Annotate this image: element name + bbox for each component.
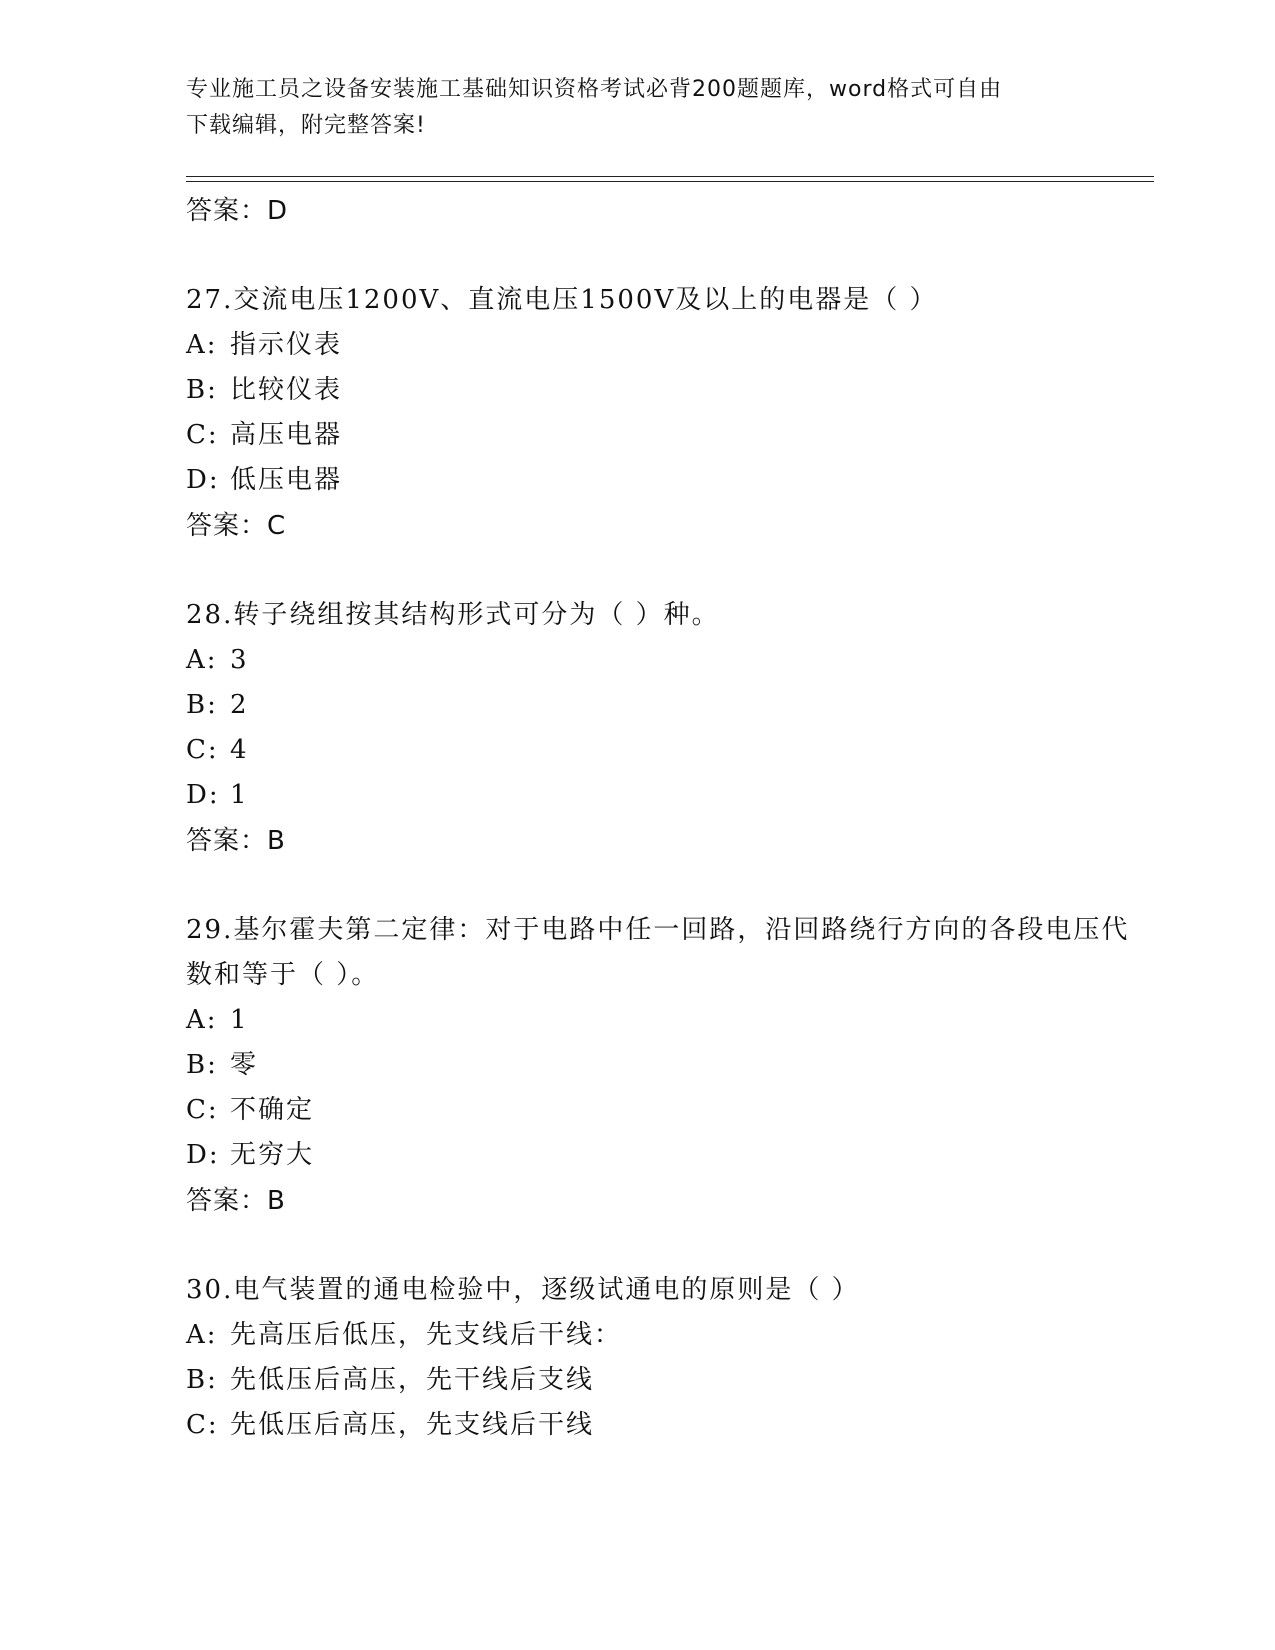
option-text: 2 bbox=[230, 690, 249, 720]
option-text: 低压电器 bbox=[230, 465, 343, 495]
header-line-1: 专业施工员之设备安装施工基础知识资格考试必背200题题库，word格式可自由 bbox=[186, 77, 1003, 102]
option-text: 3 bbox=[230, 645, 249, 675]
option-key: A: bbox=[186, 1005, 218, 1035]
option-d bbox=[186, 773, 1146, 818]
option-c bbox=[186, 728, 1146, 773]
option-text: 无穷大 bbox=[230, 1140, 315, 1170]
question-text: 29.基尔霍夫第二定律：对于电路中任一回路，沿回路绕行方向的各段电压代数和等于（ ）。 bbox=[186, 915, 1130, 990]
option-key: A: bbox=[186, 1320, 218, 1350]
option-d bbox=[186, 1133, 1146, 1178]
option-c bbox=[186, 1403, 1146, 1448]
question-29 bbox=[186, 908, 1146, 1224]
option-key: A: bbox=[186, 330, 218, 360]
header-line-2: 下载编辑，附完整答案! bbox=[186, 113, 426, 138]
option-c bbox=[186, 413, 1146, 458]
option-key: B: bbox=[186, 375, 218, 405]
option-b bbox=[186, 368, 1146, 413]
option-key: A: bbox=[186, 645, 218, 675]
option-a bbox=[186, 323, 1146, 368]
answer: 答案：C bbox=[186, 511, 287, 541]
option-text: 指示仪表 bbox=[230, 330, 343, 360]
question-text: 27.交流电压1200V、直流电压1500V及以上的电器是（ ） bbox=[186, 285, 938, 315]
question-27 bbox=[186, 278, 1146, 549]
option-a bbox=[186, 998, 1146, 1043]
option-text: 零 bbox=[230, 1050, 259, 1080]
question-text: 30.电气装置的通电检验中，逐级试通电的原则是（ ） bbox=[186, 1275, 860, 1305]
option-key: D: bbox=[186, 465, 220, 495]
header-divider-bottom bbox=[186, 181, 1154, 182]
option-key: B: bbox=[186, 690, 218, 720]
option-b bbox=[186, 1358, 1146, 1403]
option-text: 先低压后高压，先支线后干线 bbox=[230, 1410, 595, 1440]
option-key: D: bbox=[186, 1140, 220, 1170]
option-key: C: bbox=[186, 420, 219, 450]
option-text: 先低压后高压，先干线后支线 bbox=[230, 1365, 595, 1395]
option-key: C: bbox=[186, 735, 219, 765]
option-b bbox=[186, 683, 1146, 728]
answer: 答案：B bbox=[186, 1186, 286, 1216]
option-key: D: bbox=[186, 780, 220, 810]
option-a bbox=[186, 638, 1146, 683]
option-key: B: bbox=[186, 1050, 218, 1080]
option-key: B: bbox=[186, 1365, 218, 1395]
option-a bbox=[186, 1313, 1146, 1358]
option-key: C: bbox=[186, 1095, 219, 1125]
option-b bbox=[186, 1043, 1146, 1088]
option-key: C: bbox=[186, 1410, 219, 1440]
option-text: 比较仪表 bbox=[230, 375, 343, 405]
previous-answer: 答案：D bbox=[186, 196, 289, 226]
question-text: 28.转子绕组按其结构形式可分为（ ）种。 bbox=[186, 600, 720, 630]
option-text: 4 bbox=[230, 735, 249, 765]
option-text: 1 bbox=[230, 780, 249, 810]
option-text: 先高压后低压，先支线后干线： bbox=[230, 1320, 623, 1350]
question-28 bbox=[186, 593, 1146, 864]
question-30 bbox=[186, 1268, 1146, 1448]
header-divider-top bbox=[186, 176, 1154, 177]
question-list bbox=[186, 188, 1146, 1448]
option-text: 不确定 bbox=[230, 1095, 315, 1125]
answer: 答案：B bbox=[186, 826, 286, 856]
option-c bbox=[186, 1088, 1146, 1133]
document-header bbox=[186, 72, 1086, 144]
option-text: 1 bbox=[230, 1005, 249, 1035]
option-d bbox=[186, 458, 1146, 503]
option-text: 高压电器 bbox=[230, 420, 343, 450]
